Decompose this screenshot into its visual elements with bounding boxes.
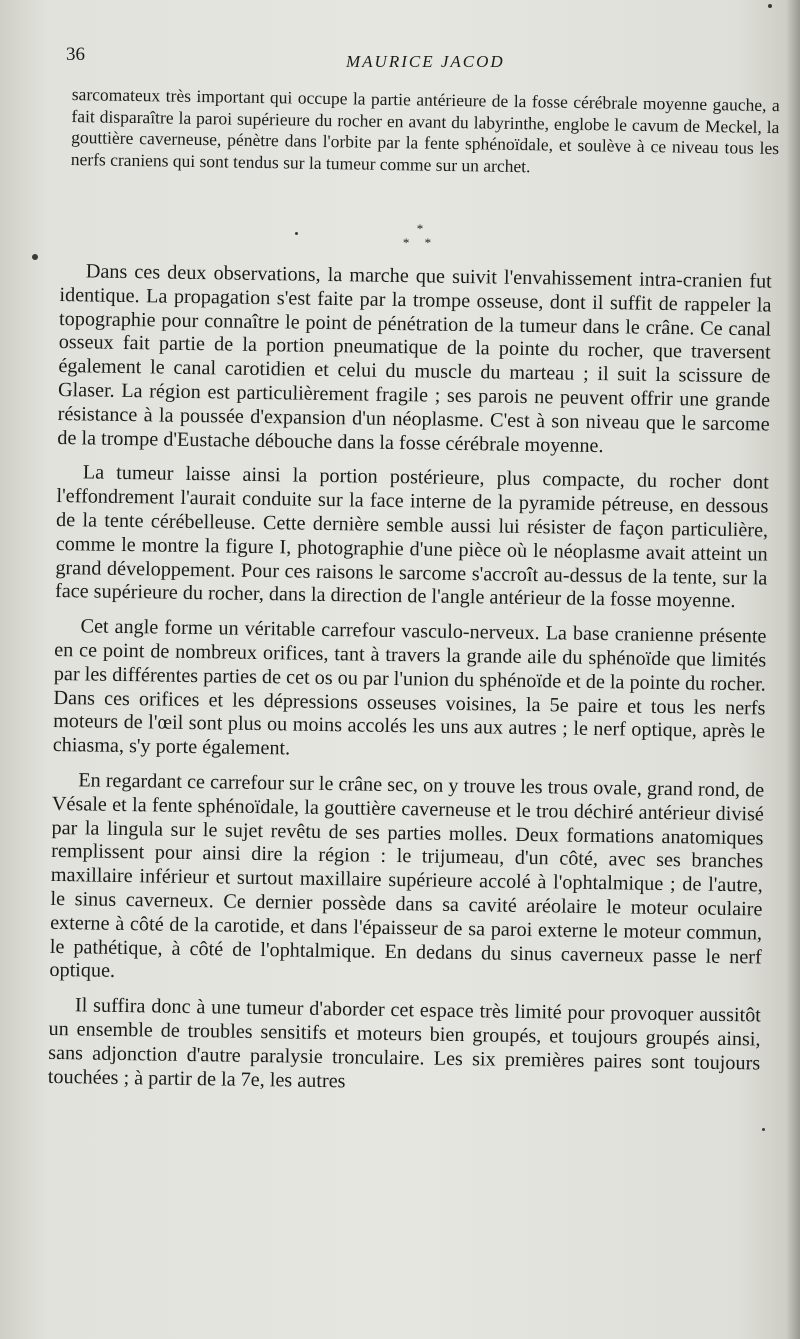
page-edge-shadow xyxy=(786,0,800,1339)
paragraph: En regardant ce carrefour sur le crâne sec, on y trouve les trous ovale, grand rond, de Vésale et la fente sphénoïdale, la gouttière caverneuse et le trou déchiré antérieur divisé par la lingula sur le sujet revêtu de ses parties molles. Deux formations anatomiques remplissent pour ainsi dire la région : le trijumeau, d'un côté, avec ses branches maxillaire inférieur et surtout maxillaire supérieure accolé à l'ophtalmique ; de l'autre, le sinus caverneux. Ce dernier possède dans sa cavité aréolaire le moteur oculaire externe à côté de la carotide, et dans l'épaisseur de sa paroi externe le moteur commun, le pathétique, à côté de l'ophtalmique. En dedans du sinus caverneux passe le nerf optique. xyxy=(49,769,765,983)
ink-speck xyxy=(762,1128,765,1131)
ink-speck xyxy=(768,4,772,8)
page-number: 36 xyxy=(66,44,85,65)
ink-speck xyxy=(295,232,298,235)
paragraph: Dans ces deux observations, la marche que suivit l'envahissement intra-cranien fut identique. La propagation s'est faite par la trompe osseuse, dont il suffit de rappeler la topographie pour connaître le point de pénétration de la tumeur dans le crâne. Ce canal osseux fait partie de la portion pneumatique de la pointe du rocher, que traversent également le canal carotidien et celui du muscle du marteau ; il suit la scissure de Glaser. La région est particulièrement fragile ; ses parois ne peuvent offrir une grande résistance à la poussée d'expansion d'un néoplasme. C'est à son niveau que le sarcome de la trompe d'Eustache débouche dans la fosse cérébrale moyenne. xyxy=(57,260,772,457)
running-head xyxy=(66,44,766,74)
continued-paragraph: sarcomateux très important qui occupe la partie antérieure de la fosse cérébrale moyenne gauche, a fait disparaître la paroi supérieure du rocher en avant du labyrinthe, englobe le cavum de Meckel, la gouttière caverneuse, pénètre dans l'orbite par la fente sphénoïdale, et soulève à ce niveau tous les nerfs craniens qui sont tendus sur la tumeur comme sur un archet. xyxy=(70,84,780,176)
paragraph: Il suffira donc à une tumeur d'aborder cet espace très limité pour provoquer aussitôt un ensemble de troubles sensitifs et moteurs bien groupés, et toujours groupés ainsi, sans adjonction d'autre paralysie tronculaire. Les six premières paires sont toujours touchées ; à partir de la 7e, les autres xyxy=(47,994,762,1092)
separator-stars-bottom: * * xyxy=(402,235,438,250)
paragraph: La tumeur laisse ainsi la portion postérieure, plus compacte, du rocher dont l'effondrement l'aurait conduite sur la face interne de la pyramide pétreuse, en dessous de la tente cérébelleuse. Cette dernière semble aussi lui résister de façon particulière, comme le montre la figure I, photographie d'une pièce où le néoplasme avait atteint un grand développement. Pour ces raisons le sarcome s'accroît au-dessus de la tente, sur la face supérieure du rocher, dans la direction de l'angle antérieur de la fosse moyenne. xyxy=(54,461,769,613)
running-title: MAURICE JACOD xyxy=(346,52,505,71)
paragraph: Cet angle forme un véritable carrefour vasculo-nerveux. La base cranienne présente en ce point de nombreux orifices, tant à travers la grande aile du sphénoïde que limités par les différentes parties de cet os ou par l'union du sphénoïde et de la pointe du rocher. Dans ces orifices et les dépressions osseuses voisines, la 5e paire et tous les nerfs moteurs de l'œil sont plus ou moins accolés les uns aux autres ; le nerf optique, après le chiasma, s'y porte également. xyxy=(52,615,767,760)
body-text xyxy=(48,260,772,1111)
separator-star-top: * xyxy=(416,221,424,236)
section-separator xyxy=(400,222,440,250)
ink-speck xyxy=(32,254,38,260)
